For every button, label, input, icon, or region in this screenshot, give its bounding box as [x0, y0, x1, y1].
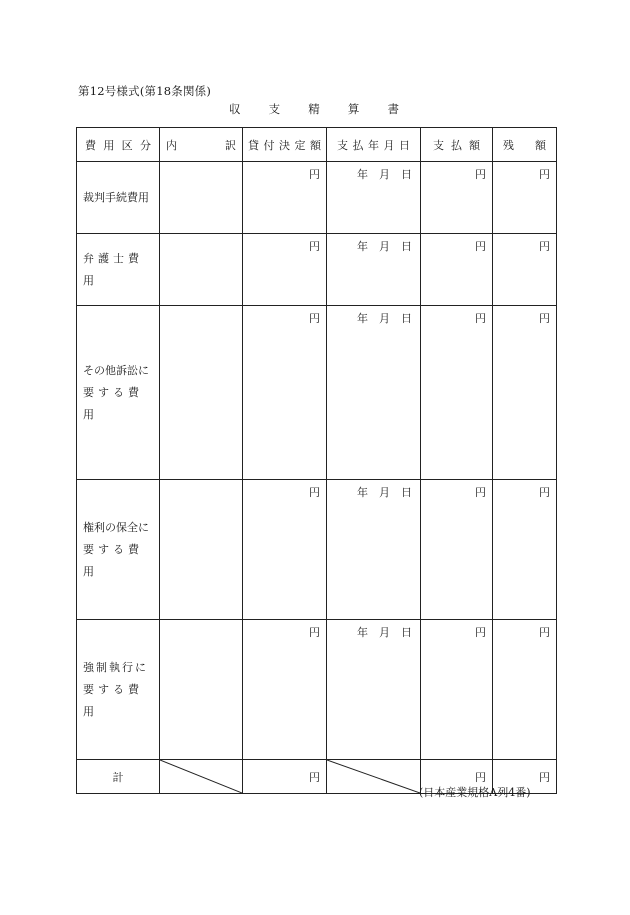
- balance-cell: 円: [493, 234, 557, 306]
- breakdown-diagonal-cell: [160, 760, 243, 794]
- table-row: [77, 234, 557, 306]
- form-number: 第12号様式(第18条関係): [78, 84, 212, 98]
- loan-decision-cell: 円: [243, 162, 327, 234]
- payment-amount-cell: 円: [421, 306, 493, 480]
- total-payment-amount-cell: 円: [421, 760, 493, 794]
- table-row: [77, 306, 557, 480]
- breakdown-cell: [160, 234, 243, 306]
- payment-amount-cell: 円: [421, 234, 493, 306]
- breakdown-cell: [160, 306, 243, 480]
- total-label: 計: [77, 760, 160, 794]
- loan-decision-cell: 円: [243, 234, 327, 306]
- total-balance-cell: 円: [493, 760, 557, 794]
- category-cell: その他訴訟に 要する費用: [77, 306, 160, 480]
- header-breakdown: 内 訳: [160, 128, 243, 162]
- payment-date-cell: 年 月 日: [327, 306, 421, 480]
- payment-amount-cell: 円: [421, 480, 493, 620]
- balance-cell: 円: [493, 306, 557, 480]
- header-payment-amount: 支 払 額: [421, 128, 493, 162]
- document-title: 収 支 精 算 書: [229, 102, 399, 116]
- diagonal-line: [327, 760, 420, 793]
- header-row: [77, 128, 557, 162]
- category-cell: 裁判手続費用: [77, 162, 160, 234]
- balance-cell: 円: [493, 162, 557, 234]
- header-payment-date: 支 払 年 月 日: [327, 128, 421, 162]
- payment-amount-cell: 円: [421, 620, 493, 760]
- loan-decision-cell: 円: [243, 480, 327, 620]
- payment-date-cell: 年 月 日: [327, 162, 421, 234]
- loan-decision-cell: 円: [243, 620, 327, 760]
- paper-size-note: (日本産業規格A列4番): [419, 786, 531, 799]
- payment-date-cell: 年 月 日: [327, 620, 421, 760]
- category-cell: 権利の保全に 要する費用: [77, 480, 160, 620]
- payment-date-cell: 年 月 日: [327, 234, 421, 306]
- payment-date-diagonal-cell: [327, 760, 421, 794]
- loan-decision-cell: 円: [243, 306, 327, 480]
- table-row: [77, 480, 557, 620]
- table-row: [77, 162, 557, 234]
- total-loan-decision-cell: 円: [243, 760, 327, 794]
- header-category: 費 用 区 分: [77, 128, 160, 162]
- balance-cell: 円: [493, 480, 557, 620]
- diagonal-line: [160, 760, 242, 793]
- header-loan-decision: 貸 付 決 定 額: [243, 128, 327, 162]
- breakdown-cell: [160, 162, 243, 234]
- header-balance: 残 額: [493, 128, 557, 162]
- settlement-table: [76, 127, 557, 794]
- table-row: [77, 620, 557, 760]
- category-cell: 弁護士費用: [77, 234, 160, 306]
- breakdown-cell: [160, 480, 243, 620]
- payment-date-cell: 年 月 日: [327, 480, 421, 620]
- category-cell: 強制執行に 要する費用: [77, 620, 160, 760]
- payment-amount-cell: 円: [421, 162, 493, 234]
- breakdown-cell: [160, 620, 243, 760]
- balance-cell: 円: [493, 620, 557, 760]
